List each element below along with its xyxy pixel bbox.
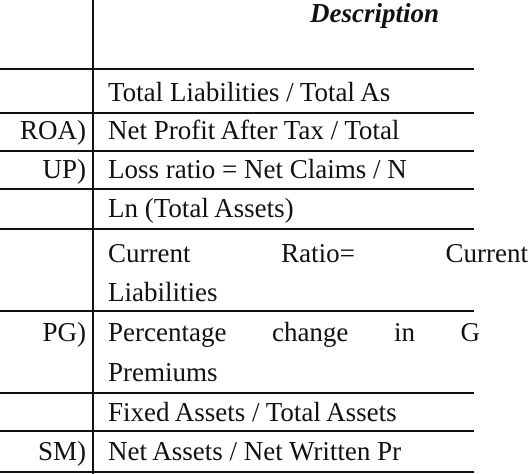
word: Current [108,238,191,268]
word: Current [445,238,528,268]
row-description: Net Assets / Net Written Pr [108,436,402,466]
word: Percentage [108,317,227,347]
row-variable: SM) [37,436,86,466]
row-rule [0,188,474,190]
header-rule [0,68,474,70]
row-description: Fixed Assets / Total Assets [108,397,397,427]
row-rule [0,150,474,152]
row-rule [0,392,474,394]
row-description: Ln (Total Assets) [108,193,294,223]
row-rule [0,310,474,312]
row-rule [0,228,474,230]
word: change [271,317,349,347]
row-description: Total Liabilities / Total As [108,77,391,107]
word: Ratio= [281,238,355,268]
row-rule [0,430,474,432]
row-description: Net Profit After Tax / Total [108,115,400,145]
row-description-line1 [108,316,480,348]
row-variable: PG) [42,317,86,347]
row-description-line2: Liabilities [108,277,218,307]
row-rule [0,471,474,473]
row-variable: ROA) [20,115,86,145]
column-header-description: Description [310,0,440,28]
row-variable: UP) [42,154,86,184]
word: in [393,317,415,347]
row-description-line2: Premiums [108,357,218,387]
column-divider [92,0,94,474]
row-description-line1 [108,237,528,269]
word: G [460,317,480,347]
row-description: Loss ratio = Net Claims / N [108,154,407,184]
